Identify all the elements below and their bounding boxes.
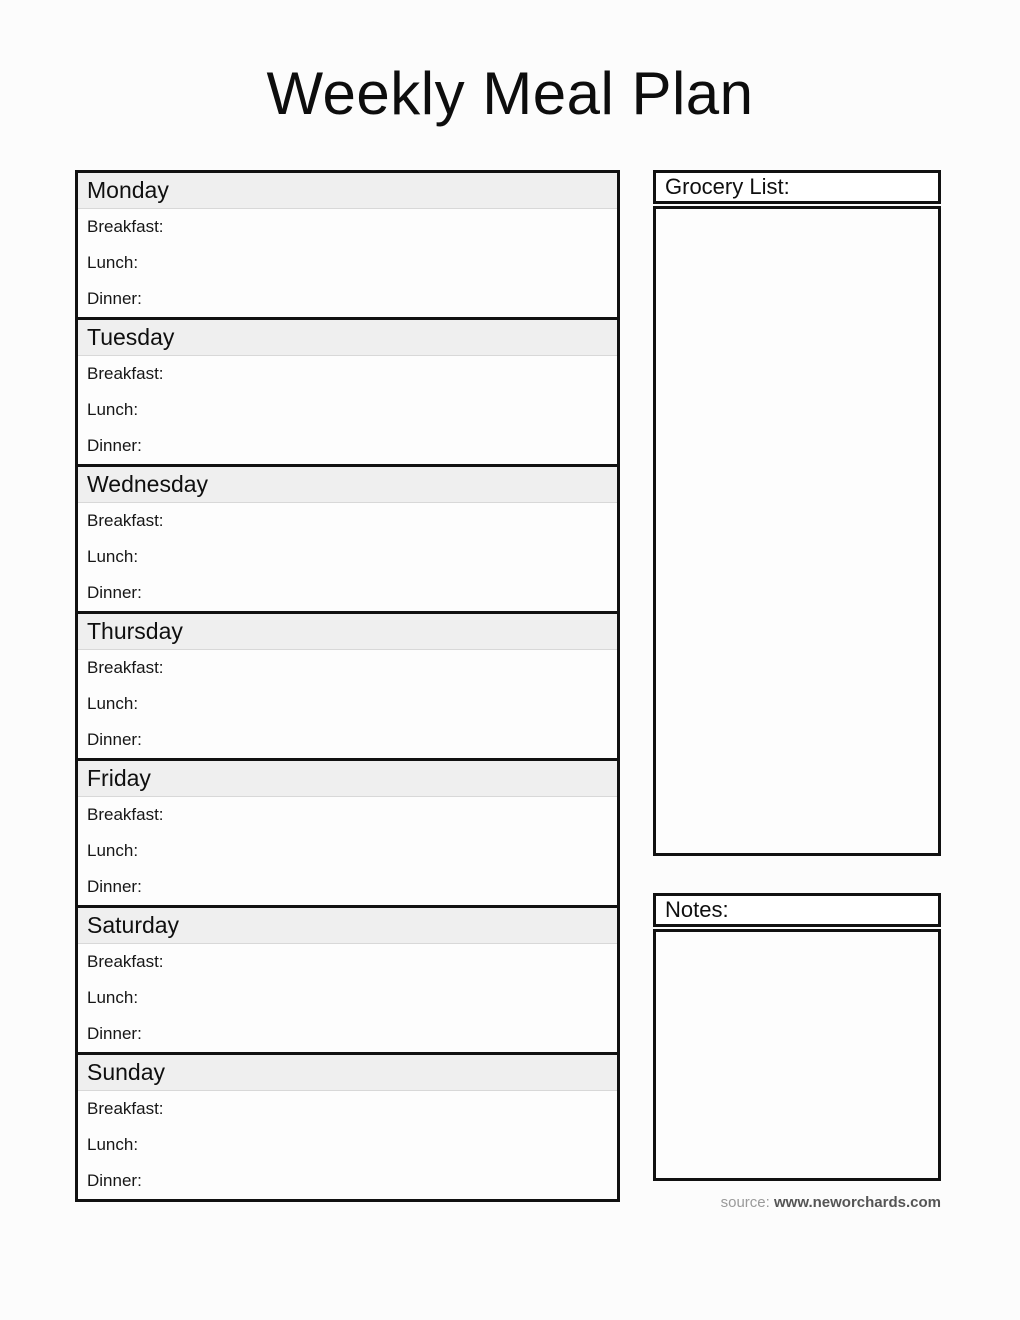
meal-row-breakfast[interactable]: Breakfast: — [87, 511, 164, 530]
day-block-thursday — [78, 614, 617, 761]
notes-area[interactable] — [653, 929, 941, 1181]
meal-row-lunch[interactable]: Lunch: — [87, 1135, 139, 1154]
meal-row-lunch[interactable]: Lunch: — [87, 841, 139, 860]
meal-row-breakfast[interactable]: Breakfast: — [87, 364, 164, 383]
weekly-days-table — [75, 170, 620, 1202]
meal-list-thursday — [78, 650, 617, 758]
page-title: Weekly Meal Plan — [266, 60, 754, 127]
day-block-wednesday — [78, 467, 617, 614]
source-attribution — [653, 1194, 941, 1211]
meal-list-saturday — [78, 944, 617, 1052]
meal-row-breakfast[interactable]: Breakfast: — [87, 658, 164, 677]
source-label: source: — [720, 1194, 770, 1211]
grocery-list-area[interactable] — [653, 206, 941, 856]
meal-list-sunday — [78, 1091, 617, 1199]
grocery-list-header: Grocery List: — [653, 170, 941, 204]
day-header-saturday: Saturday — [78, 908, 617, 944]
meal-row-lunch[interactable]: Lunch: — [87, 400, 139, 419]
day-header-tuesday: Tuesday — [78, 320, 617, 356]
meal-row-dinner[interactable]: Dinner: — [87, 583, 142, 602]
meal-row-dinner[interactable]: Dinner: — [87, 1171, 142, 1190]
meal-list-wednesday — [78, 503, 617, 611]
meal-row-dinner[interactable]: Dinner: — [87, 877, 142, 896]
meal-row-dinner[interactable]: Dinner: — [87, 1024, 142, 1043]
day-header-thursday: Thursday — [78, 614, 617, 650]
meal-list-monday — [78, 209, 617, 317]
meal-list-tuesday — [78, 356, 617, 464]
meal-row-breakfast[interactable]: Breakfast: — [87, 805, 164, 824]
source-url[interactable]: www.neworchards.com — [774, 1194, 941, 1211]
meal-row-lunch[interactable]: Lunch: — [87, 988, 139, 1007]
meal-row-lunch[interactable]: Lunch: — [87, 694, 139, 713]
day-header-wednesday: Wednesday — [78, 467, 617, 503]
meal-row-lunch[interactable]: Lunch: — [87, 253, 139, 272]
meal-row-lunch[interactable]: Lunch: — [87, 547, 139, 566]
meal-row-breakfast[interactable]: Breakfast: — [87, 952, 164, 971]
meal-list-friday — [78, 797, 617, 905]
meal-row-dinner[interactable]: Dinner: — [87, 436, 142, 455]
day-block-saturday — [78, 908, 617, 1055]
meal-row-breakfast[interactable]: Breakfast: — [87, 1099, 164, 1118]
day-header-friday: Friday — [78, 761, 617, 797]
day-header-monday: Monday — [78, 173, 617, 209]
day-block-friday — [78, 761, 617, 908]
meal-row-dinner[interactable]: Dinner: — [87, 289, 142, 308]
day-block-tuesday — [78, 320, 617, 467]
meal-row-dinner[interactable]: Dinner: — [87, 730, 142, 749]
day-block-monday — [78, 173, 617, 320]
meal-row-breakfast[interactable]: Breakfast: — [87, 217, 164, 236]
day-header-sunday: Sunday — [78, 1055, 617, 1091]
notes-header: Notes: — [653, 893, 941, 927]
day-block-sunday — [78, 1055, 617, 1202]
